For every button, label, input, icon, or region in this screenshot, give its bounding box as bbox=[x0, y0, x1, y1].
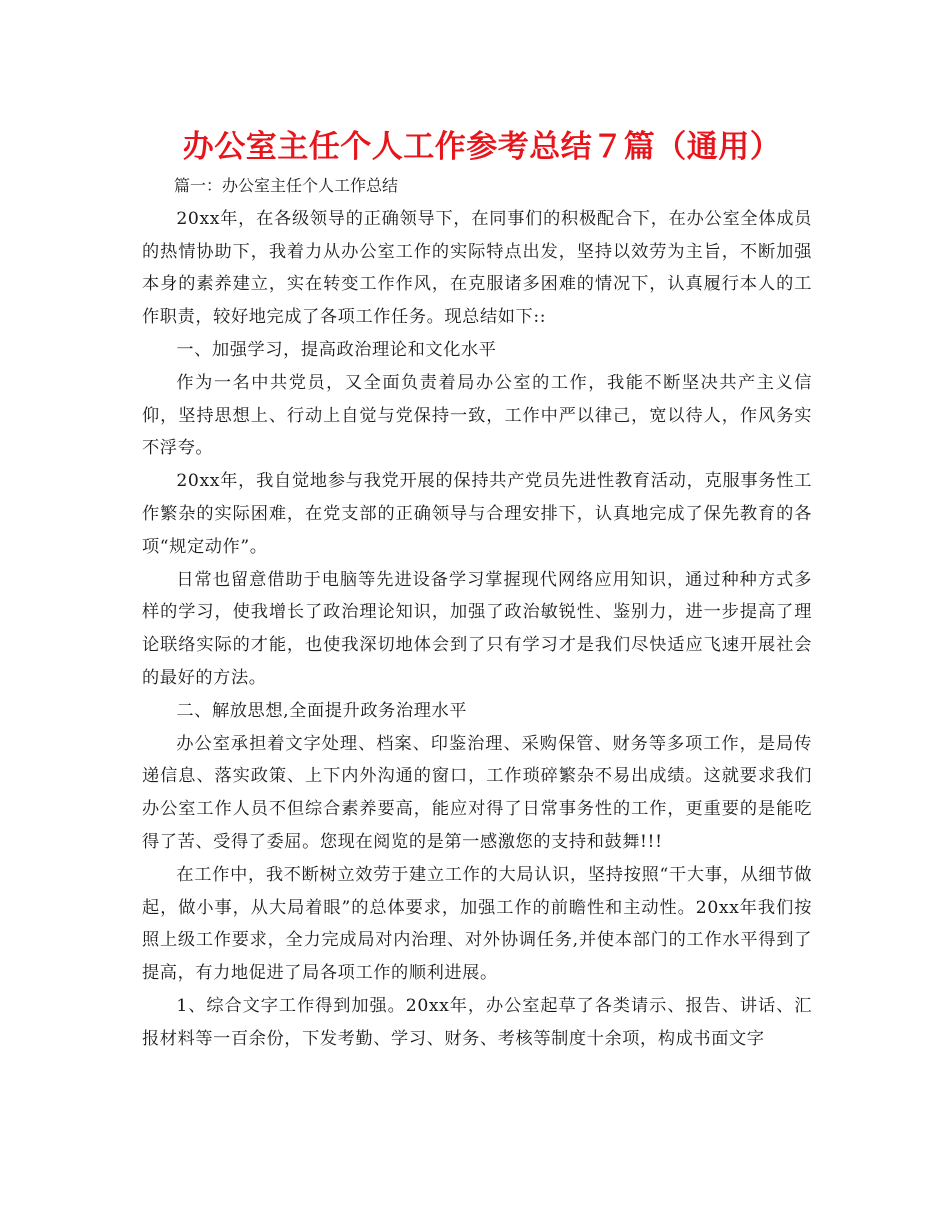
chapter-subtitle: 篇一：办公室主任个人工作总结 bbox=[174, 176, 399, 195]
paragraph: 20xx年，我自觉地参与我党开展的保持共产党员先进性教育活动，克服事务性工作繁杂的实际困难，在党支部的正确领导与合理安排下，认真地完成了保先教育的各项“规定动作”。 bbox=[142, 471, 812, 557]
document-title: 办公室主任个人工作参考总结７篇（通用） bbox=[182, 129, 782, 165]
paragraph: 作为一名中共党员，又全面负责着局办公室的工作，我能不断坚决共产主义信仰，坚持思想上、行动上自觉与党保持一致，工作中严以律己，宽以待人，作风务实不浮夸。 bbox=[142, 372, 812, 459]
paragraph: 在工作中，我不断树立效劳于建立工作的大局认识，坚持按照“干大事，从细节做起，做小事，从大局着眼”的总体要求，加强工作的前瞻性和主动性。20xx年我们按照上级工作要求，全力完成局对内治理、对外协调任务,并使本部门的工作水平得到了提高，有力地促进了局各项工作的顺利进展。 bbox=[142, 864, 812, 984]
section-heading: 一、加强学习，提高政治理论和文化水平 bbox=[176, 339, 497, 360]
paragraph: 办公室承担着文字处理、档案、印鉴治理、采购保管、财务等多项工作，是局传递信息、落实政策、上下内外沟通的窗口，工作琐碎繁杂不易出成绩。这就要求我们办公室工作人员不但综合素养要高，能应对得了日常事务性的工作，更重要的是能吃得了苦、受得了委屈。您现在阅览的是第一感激您的支持和鼓舞!!! bbox=[142, 733, 812, 852]
paragraph: 1、综合文字工作得到加强。20xx年，办公室起草了各类请示、报告、讲话、汇报材料等一百余份，下发考勤、学习、财务、考核等制度十余项，构成书面文字 bbox=[142, 995, 812, 1049]
document-body bbox=[142, 170, 812, 1056]
document-page bbox=[142, 120, 812, 1056]
paragraph: 20xx年，在各级领导的正确领导下，在同事们的积极配合下，在办公室全体成员的热情协助下，我着力从办公室工作的实际特点出发，坚持以效劳为主旨，不断加强本身的素养建立，实在转变工作作风，在克服诸多困难的情况下，认真履行本人的工作职责，较好地完成了各项工作任务。现总结如下:: bbox=[142, 208, 812, 328]
paragraph: 日常也留意借助于电脑等先进设备学习掌握现代网络应用知识，通过种种方式多样的学习，使我增长了政治理论知识，加强了政治敏锐性、鉴别力，进一步提高了理论联络实际的才能，也使我深切地体会到了只有学习才是我们尽快适应飞速开展社会的最好的方法。 bbox=[142, 569, 812, 688]
section-heading: 二、解放思想,全面提升政务治理水平 bbox=[176, 700, 468, 721]
